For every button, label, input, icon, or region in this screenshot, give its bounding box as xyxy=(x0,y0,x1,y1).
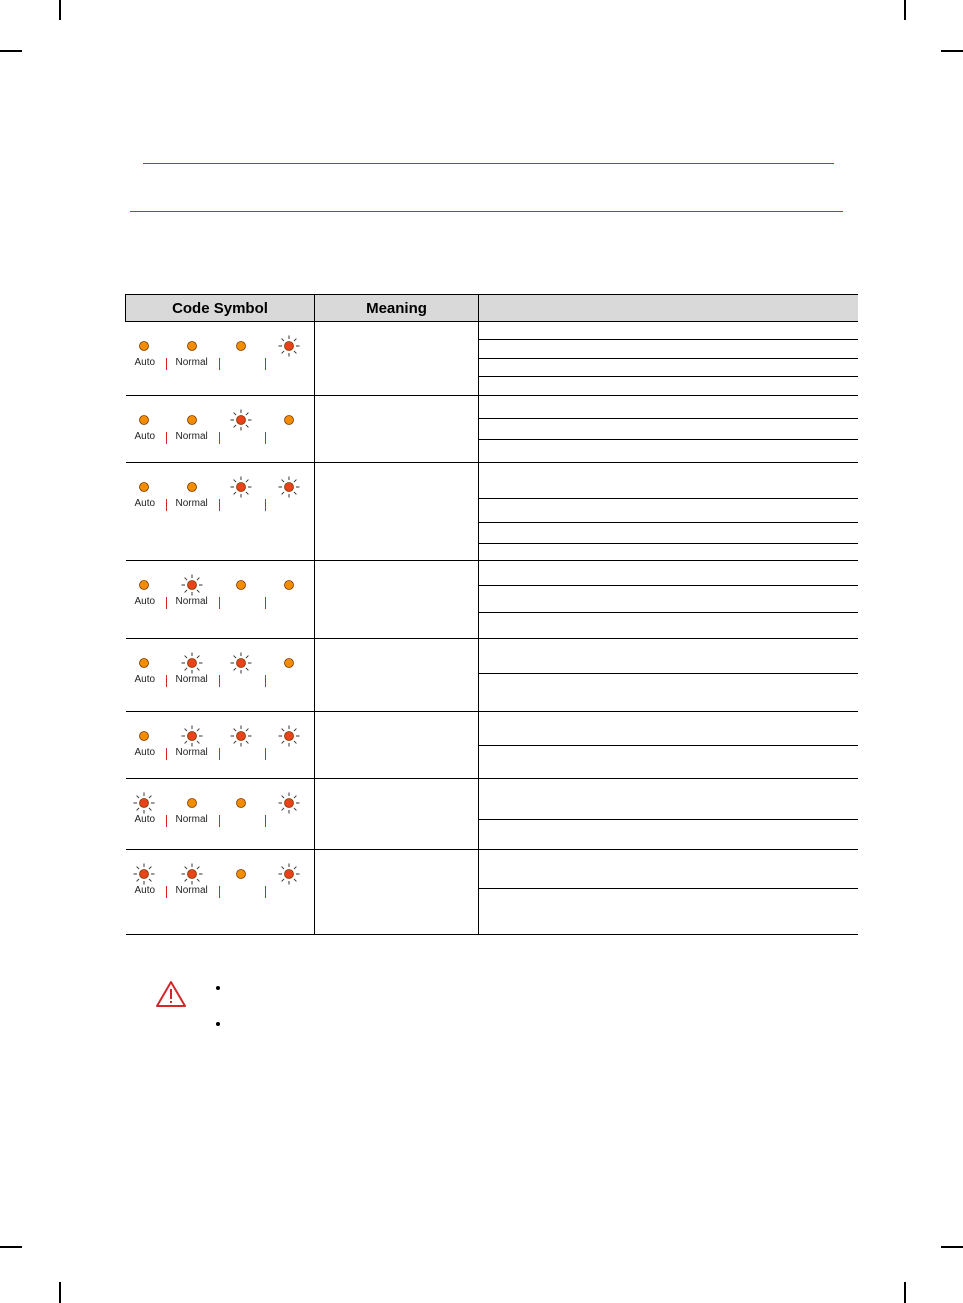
lamp-label-normal: Normal xyxy=(175,674,208,685)
code-symbol-cell xyxy=(126,712,315,779)
auto-blinking-lamp-icon xyxy=(132,862,156,886)
header-meaning: Meaning xyxy=(315,295,479,322)
crop-mark-top-left-v xyxy=(59,0,61,20)
crop-mark-bottom-right-v xyxy=(904,1282,906,1303)
lamp-separator xyxy=(166,886,167,898)
lamp-3-lit-lamp-icon xyxy=(229,573,253,597)
lamp-separator xyxy=(166,675,167,687)
meaning-cell xyxy=(315,463,479,561)
meaning-cell xyxy=(315,850,479,935)
lamp-separator xyxy=(265,815,266,827)
action-cell xyxy=(479,712,858,779)
action-cell xyxy=(479,850,858,935)
lamp-label-auto: Auto xyxy=(134,747,156,758)
code-symbol-cell xyxy=(126,561,315,639)
meaning-cell xyxy=(315,322,479,396)
lamp-4-blinking-lamp-icon xyxy=(277,334,301,358)
crop-mark-bottom-left-v xyxy=(59,1282,61,1303)
lamp-3-blinking-lamp-icon xyxy=(229,651,253,675)
warning-icon xyxy=(155,980,187,1008)
note-bullet-1 xyxy=(216,986,220,990)
lamp-3-blinking-lamp-icon xyxy=(229,724,253,748)
action-subrow xyxy=(479,440,858,462)
lamp-separator xyxy=(166,597,167,609)
action-subrow xyxy=(479,396,858,419)
table-row xyxy=(126,561,858,639)
action-subrow xyxy=(479,889,858,934)
lamp-label-auto: Auto xyxy=(134,357,156,368)
crop-mark-top-right-v xyxy=(904,0,906,20)
lamp-label-normal: Normal xyxy=(175,431,208,442)
lamp-4-lit-lamp-icon xyxy=(277,573,301,597)
lamp-separator xyxy=(219,748,220,760)
code-symbol-cell xyxy=(126,396,315,463)
action-subrow xyxy=(479,523,858,544)
table-row xyxy=(126,639,858,712)
crop-mark-top-right-h xyxy=(941,50,963,52)
action-subrow xyxy=(479,712,858,746)
lamp-label-auto: Auto xyxy=(134,814,156,825)
error-code-table xyxy=(125,294,858,935)
lamp-separator xyxy=(219,597,220,609)
table-row xyxy=(126,463,858,561)
lamp-separator xyxy=(265,748,266,760)
action-subrow xyxy=(479,850,858,889)
lamp-separator xyxy=(219,499,220,511)
action-cell xyxy=(479,639,858,712)
lamp-separator xyxy=(166,815,167,827)
table-row xyxy=(126,396,858,463)
lamp-separator xyxy=(265,597,266,609)
action-subrow xyxy=(479,463,858,499)
auto-lit-lamp-icon xyxy=(132,724,156,748)
table-row xyxy=(126,712,858,779)
action-subrow xyxy=(479,419,858,440)
lamp-separator xyxy=(265,358,266,370)
code-symbol-cell xyxy=(126,779,315,850)
lamp-label-auto: Auto xyxy=(134,498,156,509)
lamp-3-lit-lamp-icon xyxy=(229,791,253,815)
action-subrow xyxy=(479,340,858,359)
action-subrow xyxy=(479,674,858,711)
normal-blinking-lamp-icon xyxy=(180,651,204,675)
auto-lit-lamp-icon xyxy=(132,475,156,499)
normal-lit-lamp-icon xyxy=(180,475,204,499)
table-header-row xyxy=(126,295,858,322)
action-subrow xyxy=(479,639,858,674)
meaning-cell xyxy=(315,639,479,712)
crop-mark-bottom-right-h xyxy=(941,1246,963,1248)
action-subrow xyxy=(479,746,858,778)
normal-blinking-lamp-icon xyxy=(180,862,204,886)
code-symbol-cell xyxy=(126,639,315,712)
lamp-4-lit-lamp-icon xyxy=(277,651,301,675)
lamp-separator xyxy=(166,499,167,511)
table-row xyxy=(126,779,858,850)
lamp-4-blinking-lamp-icon xyxy=(277,862,301,886)
lamp-3-lit-lamp-icon xyxy=(229,862,253,886)
crop-mark-bottom-left-h xyxy=(0,1246,22,1248)
header-code-symbol: Code Symbol xyxy=(126,295,315,322)
lamp-4-blinking-lamp-icon xyxy=(277,724,301,748)
lamp-label-auto: Auto xyxy=(134,674,156,685)
lamp-separator xyxy=(219,815,220,827)
lamp-separator xyxy=(219,675,220,687)
normal-lit-lamp-icon xyxy=(180,334,204,358)
action-cell xyxy=(479,561,858,639)
lamp-label-auto: Auto xyxy=(134,885,156,896)
lamp-3-blinking-lamp-icon xyxy=(229,408,253,432)
meaning-cell xyxy=(315,561,479,639)
auto-blinking-lamp-icon xyxy=(132,791,156,815)
normal-lit-lamp-icon xyxy=(180,408,204,432)
normal-lit-lamp-icon xyxy=(180,791,204,815)
lamp-4-lit-lamp-icon xyxy=(277,408,301,432)
action-subrow xyxy=(479,820,858,849)
code-symbol-cell xyxy=(126,850,315,935)
action-cell xyxy=(479,396,858,463)
auto-lit-lamp-icon xyxy=(132,334,156,358)
action-subrow xyxy=(479,586,858,613)
normal-blinking-lamp-icon xyxy=(180,724,204,748)
lamp-label-normal: Normal xyxy=(175,885,208,896)
lamp-separator xyxy=(166,748,167,760)
table-row xyxy=(126,322,858,396)
auto-lit-lamp-icon xyxy=(132,651,156,675)
action-subrow xyxy=(479,322,858,340)
action-subrow xyxy=(479,544,858,560)
lamp-separator xyxy=(265,675,266,687)
meaning-cell xyxy=(315,396,479,463)
code-symbol-cell xyxy=(126,322,315,396)
action-cell xyxy=(479,322,858,396)
header-action xyxy=(479,295,858,322)
lamp-4-blinking-lamp-icon xyxy=(277,475,301,499)
lamp-separator xyxy=(166,432,167,444)
lamp-label-normal: Normal xyxy=(175,596,208,607)
lamp-separator xyxy=(219,358,220,370)
lamp-label-auto: Auto xyxy=(134,596,156,607)
lamp-label-normal: Normal xyxy=(175,498,208,509)
action-subrow xyxy=(479,779,858,820)
action-subrow xyxy=(479,377,858,395)
meaning-cell xyxy=(315,779,479,850)
lamp-separator xyxy=(265,499,266,511)
action-subrow xyxy=(479,561,858,586)
action-cell xyxy=(479,779,858,850)
lamp-label-normal: Normal xyxy=(175,357,208,368)
lamp-label-auto: Auto xyxy=(134,431,156,442)
crop-mark-top-left-h xyxy=(0,50,22,52)
section-rule-bottom xyxy=(130,211,843,212)
lamp-separator xyxy=(219,432,220,444)
action-subrow xyxy=(479,359,858,377)
lamp-separator xyxy=(166,358,167,370)
lamp-label-normal: Normal xyxy=(175,814,208,825)
lamp-label-normal: Normal xyxy=(175,747,208,758)
action-cell xyxy=(479,463,858,561)
action-subrow xyxy=(479,499,858,523)
section-rule-top xyxy=(143,163,834,164)
code-symbol-cell xyxy=(126,463,315,561)
normal-blinking-lamp-icon xyxy=(180,573,204,597)
lamp-4-blinking-lamp-icon xyxy=(277,791,301,815)
table-row xyxy=(126,850,858,935)
auto-lit-lamp-icon xyxy=(132,573,156,597)
lamp-3-lit-lamp-icon xyxy=(229,334,253,358)
note-bullet-2 xyxy=(216,1022,220,1026)
lamp-separator xyxy=(219,886,220,898)
auto-lit-lamp-icon xyxy=(132,408,156,432)
lamp-separator xyxy=(265,886,266,898)
lamp-3-blinking-lamp-icon xyxy=(229,475,253,499)
action-subrow xyxy=(479,613,858,638)
lamp-separator xyxy=(265,432,266,444)
meaning-cell xyxy=(315,712,479,779)
